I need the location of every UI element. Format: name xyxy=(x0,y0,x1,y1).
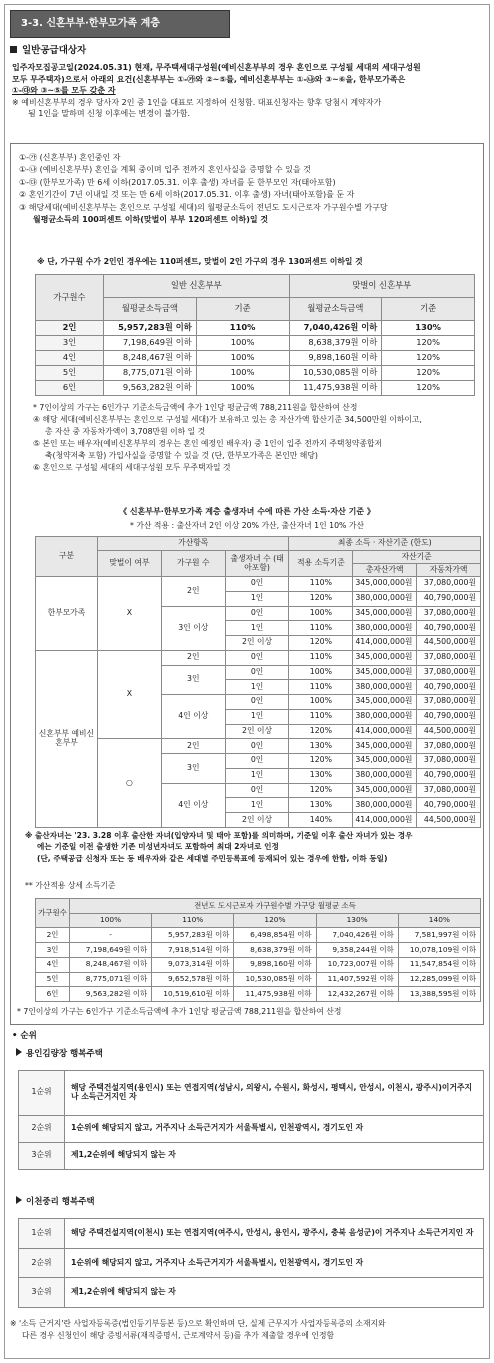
table3-caption: ** 가산적용 상세 소득기준 xyxy=(25,881,116,890)
table-cell: 37,080,000원 xyxy=(417,754,481,769)
footer-line: ※ '소득 근거지'란 사업자등록증(법인등기부등본 등)으로 확인하며 단, 실제 근무지가 사업자등록증의 소재지와 xyxy=(10,1319,386,1328)
table-cell: 414,000,000원 xyxy=(353,813,417,828)
section-header: 3-3. 신혼부부·한부모가족 계층 xyxy=(10,10,230,38)
req-item: ①-㉯ (예비신혼부부) 혼인을 계획 중이며 입주 전까지 혼인사실을 증명할 수 있을 것 xyxy=(19,165,311,175)
rank-label: 3순위 xyxy=(19,1142,65,1169)
intro-block xyxy=(12,62,484,120)
th-type: 구분 xyxy=(36,537,98,577)
table-cell: 9,898,160원 이하 xyxy=(234,957,316,972)
table-cell: 345,000,000원 xyxy=(353,665,417,680)
table-cell: 44,500,000원 xyxy=(417,724,481,739)
table-cell: 5인 xyxy=(36,365,104,380)
table-cell: 120% xyxy=(382,335,475,350)
table-cell: 130% xyxy=(382,320,475,335)
members-cell: 4인 이상 xyxy=(161,783,225,828)
table-cell: 380,000,000원 xyxy=(353,621,417,636)
table-cell: 6인 xyxy=(36,987,70,1002)
members-cell: 2인 xyxy=(161,650,225,665)
rank-row xyxy=(19,1278,484,1308)
table-cell: 130% xyxy=(289,798,353,813)
table-cell: 8,638,379원 이하 xyxy=(234,943,316,958)
table-cell: 0인 xyxy=(225,665,289,680)
rank-label: 3순위 xyxy=(19,1278,65,1308)
table-row xyxy=(36,957,481,972)
rank-title: • 순위 xyxy=(12,1031,37,1041)
rank-row xyxy=(19,1248,484,1278)
table-cell: 37,080,000원 xyxy=(417,577,481,592)
rank-label: 1순위 xyxy=(19,1219,65,1249)
table-cell: 5인 xyxy=(36,972,70,987)
notes1 xyxy=(33,402,483,474)
table-cell: 11,547,854원 이하 xyxy=(398,957,480,972)
th-members: 가구원수 xyxy=(36,275,104,321)
table-cell: 4인 xyxy=(36,957,70,972)
th-pct: 100% xyxy=(70,913,152,928)
rank-label: 2순위 xyxy=(19,1115,65,1142)
table-cell: 7,918,514원 이하 xyxy=(152,943,234,958)
table-cell: 10,530,085원 이하 xyxy=(289,365,382,380)
table-cell: 13,388,595원 이하 xyxy=(398,987,480,1002)
table-row xyxy=(36,928,481,943)
th-mem: 가구원 수 xyxy=(161,551,225,577)
table-row xyxy=(36,335,475,350)
table-cell: 100% xyxy=(289,606,353,621)
members-cell: 3인 xyxy=(161,754,225,784)
th-title: 전년도 도시근로자 가구원수별 가구당 월평균 소득 xyxy=(70,899,481,914)
rank-desc: 제1,2순위에 해당되지 않는 자 xyxy=(65,1142,484,1169)
th-income: 월평균소득금액 xyxy=(104,297,197,320)
table-cell: 37,080,000원 xyxy=(417,606,481,621)
intro-line: ①-㉰와 ③~⑤를 모두 갖춘 자 xyxy=(12,86,116,96)
th-dual: 맞벌이 여부 xyxy=(98,551,162,577)
table-row xyxy=(36,577,481,592)
members-cell: 3인 이상 xyxy=(161,606,225,650)
table-cell: 130% xyxy=(289,739,353,754)
table-cell: 9,563,282원 이하 xyxy=(104,380,197,395)
table-cell: 4인 xyxy=(36,350,104,365)
table-cell: 1인 xyxy=(225,709,289,724)
table-cell: - xyxy=(70,928,152,943)
table-cell: 1인 xyxy=(225,798,289,813)
table-cell: 10,519,610원 이하 xyxy=(152,987,234,1002)
note-line: 축(청약저축 포함) 가입사실을 증명할 수 있을 것 (단, 한부모가족은 본인만 해당) xyxy=(45,451,318,461)
table-cell: 37,080,000원 xyxy=(417,695,481,710)
table-cell: 9,898,160원 이하 xyxy=(289,350,382,365)
table-cell: 5,957,283원 이하 xyxy=(152,928,234,943)
table-cell: 110% xyxy=(196,320,289,335)
general-title-text: 일반공급대상자 xyxy=(22,45,87,56)
note-line: 총 자산 중 자동차가액이 3,708만원 이하 일 것 xyxy=(45,427,206,437)
triangle-bullet-icon xyxy=(16,1048,22,1056)
rank-desc: 1순위에 해당되지 않고, 거주지나 소득근거지가 서울특별시, 인천광역시, 경기도인 자 xyxy=(65,1115,484,1142)
yongin-title-text: 용인김량장 행복주택 xyxy=(26,1049,103,1059)
intro-note: ※ 예비신혼부부의 경우 당사자 2인 중 1인을 대표로 지정하여 신청함. 대표신청자는 향후 당첨시 계약자가 xyxy=(12,97,382,107)
table-row xyxy=(36,739,481,754)
intro-line: 모두 무주택자)으로서 아래의 요건(신혼부부는 ①-㉮와 ②~⑤를, 예비신혼부부는 ①-㉯와 ③~⑥을, 한부모가족은 xyxy=(12,74,406,84)
table-cell: 120% xyxy=(289,636,353,651)
note-line: 에는 기준일 이전 출생한 기존 미성년자녀도 포함하여 최대 2자녀로 인정 xyxy=(37,842,279,852)
table-cell: 120% xyxy=(289,724,353,739)
th-add: 가산항목 xyxy=(98,537,289,551)
table-row xyxy=(36,380,475,395)
table-cell: 110% xyxy=(289,709,353,724)
table-cell: 2인 xyxy=(36,928,70,943)
table-cell: 2인 이상 xyxy=(225,636,289,651)
table-cell: 110% xyxy=(289,621,353,636)
table-cell: 37,080,000원 xyxy=(417,650,481,665)
table-cell: 110% xyxy=(289,577,353,592)
table3-note: * 7인이상의 가구는 6인가구 기준소득금액에 추가 1인당 평균금액 788,211원을 합산하여 산정 xyxy=(17,1007,342,1016)
table-cell: 380,000,000원 xyxy=(353,591,417,606)
yongin-rank-table xyxy=(18,1070,484,1170)
table-row xyxy=(36,350,475,365)
table-cell: 100% xyxy=(196,335,289,350)
table-cell: 6,498,854원 이하 xyxy=(234,928,316,943)
general-title xyxy=(10,44,86,58)
table-cell: 100% xyxy=(289,665,353,680)
table2-title: 《 신혼부부·한부모가족 계층 출생자녀 수에 따른 가산 소득·자산 기준 》 xyxy=(119,507,375,516)
table-row xyxy=(36,320,475,335)
rank-label: 2순위 xyxy=(19,1248,65,1278)
table-cell: 345,000,000원 xyxy=(353,739,417,754)
table-cell: 110% xyxy=(289,680,353,695)
table-cell: 414,000,000원 xyxy=(353,724,417,739)
th-pct: 130% xyxy=(316,913,398,928)
table-cell: 40,790,000원 xyxy=(417,768,481,783)
table-cell: 11,407,592원 이하 xyxy=(316,972,398,987)
income-table xyxy=(35,274,475,396)
table-cell: 100% xyxy=(196,365,289,380)
table-cell: 120% xyxy=(382,350,475,365)
members-cell: 3인 xyxy=(161,665,225,695)
table-cell: 8,775,071원 이하 xyxy=(70,972,152,987)
table-cell: 140% xyxy=(289,813,353,828)
table-cell: 10,078,109원 이하 xyxy=(398,943,480,958)
table-cell: 100% xyxy=(196,380,289,395)
footer-line: 다른 경우 신청인이 해당 증빙서류(재직증명서, 근로계약서 등)를 추가 제출할 경우에 인정함 xyxy=(22,1331,335,1341)
table-cell: 40,790,000원 xyxy=(417,709,481,724)
table-cell: 2인 이상 xyxy=(225,813,289,828)
req-item: ①-㉰ (한부모가족) 만 6세 이하(2017.05.31. 이후 출생) 자녀를 둔 한부모인 자(태아포함) xyxy=(19,177,336,187)
table-cell: 380,000,000원 xyxy=(353,768,417,783)
note-line: ⑤ 본인 또는 배우자(예비신혼부부의 경우는 혼인 예정인 배우자) 중 1인이 입주 전까지 주택청약종합저 xyxy=(33,439,383,449)
table-cell: 10,723,007원 이하 xyxy=(316,957,398,972)
yongin-title xyxy=(16,1048,103,1060)
table-cell: 345,000,000원 xyxy=(353,606,417,621)
table-cell: 2인 이상 xyxy=(225,724,289,739)
th-pct: 140% xyxy=(398,913,480,928)
req-item: ①-㉮ (신혼부부) 혼인중인 자 xyxy=(19,153,121,162)
table-cell: 1인 xyxy=(225,768,289,783)
table-cell: 120% xyxy=(289,591,353,606)
table-cell: 380,000,000원 xyxy=(353,798,417,813)
th-std: 기준 xyxy=(196,297,289,320)
table-cell: 37,080,000원 xyxy=(417,739,481,754)
table-cell: 414,000,000원 xyxy=(353,636,417,651)
group-type: 한부모가족 xyxy=(36,577,98,651)
table-cell: 100% xyxy=(196,350,289,365)
table-cell: 3인 xyxy=(36,943,70,958)
rank-label: 1순위 xyxy=(19,1071,65,1116)
intro-note: 됨 1인을 말하며 신청 이후에는 변경이 불가함. xyxy=(28,109,190,119)
th-car: 자동차가액 xyxy=(417,564,481,577)
table-cell: 100% xyxy=(289,695,353,710)
icheon-rank-table xyxy=(18,1218,484,1308)
icheon-title-text: 이천중리 행복주택 xyxy=(26,1197,95,1207)
table-cell: 110% xyxy=(289,650,353,665)
table-cell: 9,563,282원 이하 xyxy=(70,987,152,1002)
table-cell: 11,475,938원 이하 xyxy=(289,380,382,395)
table-cell: 120% xyxy=(289,783,353,798)
rank-desc: 제1,2순위에 해당되지 않는 자 xyxy=(65,1278,484,1308)
table-cell: 40,790,000원 xyxy=(417,591,481,606)
square-bullet-icon xyxy=(10,46,17,53)
table-cell: 7,198,649원 이하 xyxy=(104,335,197,350)
table-cell: 345,000,000원 xyxy=(353,754,417,769)
table-cell: 40,790,000원 xyxy=(417,621,481,636)
table-cell: 0인 xyxy=(225,650,289,665)
table-cell: 44,500,000원 xyxy=(417,636,481,651)
table-cell: 6인 xyxy=(36,380,104,395)
icheon-title xyxy=(16,1196,95,1208)
table-cell: 345,000,000원 xyxy=(353,783,417,798)
triangle-bullet-icon xyxy=(16,1196,22,1204)
table-cell: 7,040,426원 이하 xyxy=(316,928,398,943)
bonus-table xyxy=(35,536,481,828)
table-cell: 1인 xyxy=(225,591,289,606)
table-cell: 40,790,000원 xyxy=(417,798,481,813)
table-cell: 0인 xyxy=(225,577,289,592)
th-asset: 자산기준 xyxy=(353,551,481,564)
rank-row xyxy=(19,1142,484,1169)
note-line: * 7인이상의 가구는 6인가구 기준소득금액에 추가 1인당 평균금액 788,211원을 합산하여 산정 xyxy=(33,403,358,412)
rank-row xyxy=(19,1115,484,1142)
table-cell: 8,248,467원 이하 xyxy=(104,350,197,365)
table-cell: 120% xyxy=(382,365,475,380)
table-cell: 2인 xyxy=(36,320,104,335)
table-cell: 7,040,426원 이하 xyxy=(289,320,382,335)
dual-cell: X xyxy=(98,577,162,651)
table-cell: 9,358,244원 이하 xyxy=(316,943,398,958)
th-income: 월평균소득금액 xyxy=(289,297,382,320)
table-cell: 10,530,085원 이하 xyxy=(234,972,316,987)
table-cell: 0인 xyxy=(225,695,289,710)
req-item: ③ 해당세대(예비신혼부부는 혼인으로 구성될 세대)의 월평균소득이 전년도 도시근로자 가구원수별 가구당 xyxy=(19,202,388,212)
th-inc: 적용 소득기준 xyxy=(289,551,353,577)
table-cell: 120% xyxy=(382,380,475,395)
table-cell: 120% xyxy=(289,754,353,769)
members-cell: 4인 이상 xyxy=(161,695,225,739)
table-cell: 8,638,379원 이하 xyxy=(289,335,382,350)
table-cell: 37,080,000원 xyxy=(417,665,481,680)
th-pct: 120% xyxy=(234,913,316,928)
th-dual: 맞벌이 신혼부부 xyxy=(289,275,475,298)
table-row xyxy=(36,365,475,380)
table-row xyxy=(36,650,481,665)
table-cell: 1인 xyxy=(225,680,289,695)
table2-sub: * 가산 적용 : 출산자녀 2인 이상 20% 가산, 출산자녀 1인 10% 가산 xyxy=(130,521,364,530)
footer-note xyxy=(10,1318,486,1342)
table-cell: 0인 xyxy=(225,739,289,754)
dual-cell: X xyxy=(98,650,162,739)
th-total: 총자산가액 xyxy=(353,564,417,577)
table-cell: 0인 xyxy=(225,783,289,798)
req-item: 월평균소득의 100퍼센트 이하(맞벌이 부부 120퍼센트 이하)일 것 xyxy=(33,214,269,224)
th-birth: 출생자녀 수 (태아포함) xyxy=(225,551,289,577)
table-cell: 9,073,314원 이하 xyxy=(152,957,234,972)
table-cell: 3인 xyxy=(36,335,104,350)
table-cell: 1인 xyxy=(225,621,289,636)
rank-desc: 1순위에 해당되지 않고, 거주지나 소득근거지가 서울특별시, 인천광역시, 경기도인 자 xyxy=(65,1248,484,1278)
note-line: ④ 해당 세대(예비신혼부부는 혼인으로 구성될 세대)가 보유하고 있는 총 자산가액 합산기준 34,500만원 이하이고, xyxy=(33,415,422,425)
table-cell: 345,000,000원 xyxy=(353,695,417,710)
table-cell: 9,652,578원 이하 xyxy=(152,972,234,987)
note-line: ※ 출산자녀는 '23. 3.28 이후 출산한 자녀(입양자녀 및 태아 포함)를 의미하며, 기준일 이후 출산 자녀가 있는 경우 xyxy=(25,831,413,840)
rank-desc: 해당 주택건설지역(이천시) 또는 연접지역(여주시, 안성시, 용인시, 광주시, 충북 음성군)이 거주지나 소득근거지인 자 xyxy=(65,1219,484,1249)
table-cell: 8,775,071원 이하 xyxy=(104,365,197,380)
req-item: ② 혼인기간이 7년 이내일 것 또는 만 6세 이하(2017.05.31. 이후 출생) 자녀(태아포함)를 둔 자 xyxy=(19,190,355,200)
table-cell: 380,000,000원 xyxy=(353,709,417,724)
table-row xyxy=(36,943,481,958)
table-cell: 0인 xyxy=(225,754,289,769)
table2-note xyxy=(25,830,483,864)
table1-caption: ※ 단, 가구원 수가 2인인 경우에는 110퍼센트, 맞벌이 2인 가구의 경우 130퍼센트 이하일 것 xyxy=(37,257,363,266)
group-type: 신혼부부 예비신혼부부 xyxy=(36,650,98,827)
table-cell: 7,198,649원 이하 xyxy=(70,943,152,958)
dual-cell: ○ xyxy=(98,739,162,828)
table-cell: 44,500,000원 xyxy=(417,813,481,828)
th-pct: 110% xyxy=(152,913,234,928)
table-cell: 12,432,267원 이하 xyxy=(316,987,398,1002)
members-cell: 2인 xyxy=(161,577,225,607)
detail-income-table xyxy=(35,898,481,1002)
table-cell: 40,790,000원 xyxy=(417,680,481,695)
table-cell: 130% xyxy=(289,768,353,783)
table-cell: 7,581,997원 이하 xyxy=(398,928,480,943)
table-cell: 11,475,938원 이하 xyxy=(234,987,316,1002)
table-cell: 8,248,467원 이하 xyxy=(70,957,152,972)
table-cell: 37,080,000원 xyxy=(417,783,481,798)
table-cell: 345,000,000원 xyxy=(353,577,417,592)
note-line: (단, 주택공급 신청자 또는 동 배우자와 같은 세대별 주민등록표에 등재되어 있는 경우에 한함, 이하 동일) xyxy=(37,853,388,863)
table-row xyxy=(36,972,481,987)
rank-row xyxy=(19,1219,484,1249)
table-row xyxy=(36,987,481,1002)
table-cell: 5,957,283원 이하 xyxy=(104,320,197,335)
th-final: 최종 소득 · 자산기준 (한도) xyxy=(289,537,481,551)
table-cell: 0인 xyxy=(225,606,289,621)
note-line: ⑥ 혼인으로 구성될 세대의 세대구성원 모두 무주택자일 것 xyxy=(33,463,231,473)
th-std: 기준 xyxy=(382,297,475,320)
table-cell: 12,285,099원 이하 xyxy=(398,972,480,987)
rank-row xyxy=(19,1071,484,1116)
table-cell: 380,000,000원 xyxy=(353,680,417,695)
intro-line: 입주자모집공고일(2024.05.31) 현재, 무주택세대구성원(예비신혼부부의 경우 혼인으로 구성될 세대의 세대구성원 xyxy=(12,63,421,72)
members-cell: 2인 xyxy=(161,739,225,754)
th-general: 일반 신혼부부 xyxy=(104,275,290,298)
requirements-box xyxy=(10,143,484,1025)
th-members: 가구원수 xyxy=(36,899,70,928)
requirements-list xyxy=(19,152,479,226)
rank-desc: 해당 주택건설지역(용인시) 또는 연접지역(성남시, 의왕시, 수원시, 화성시, 평택시, 안성시, 이천시, 광주시)이거주지나 소득근거지인 자 xyxy=(65,1071,484,1116)
table-cell: 345,000,000원 xyxy=(353,650,417,665)
